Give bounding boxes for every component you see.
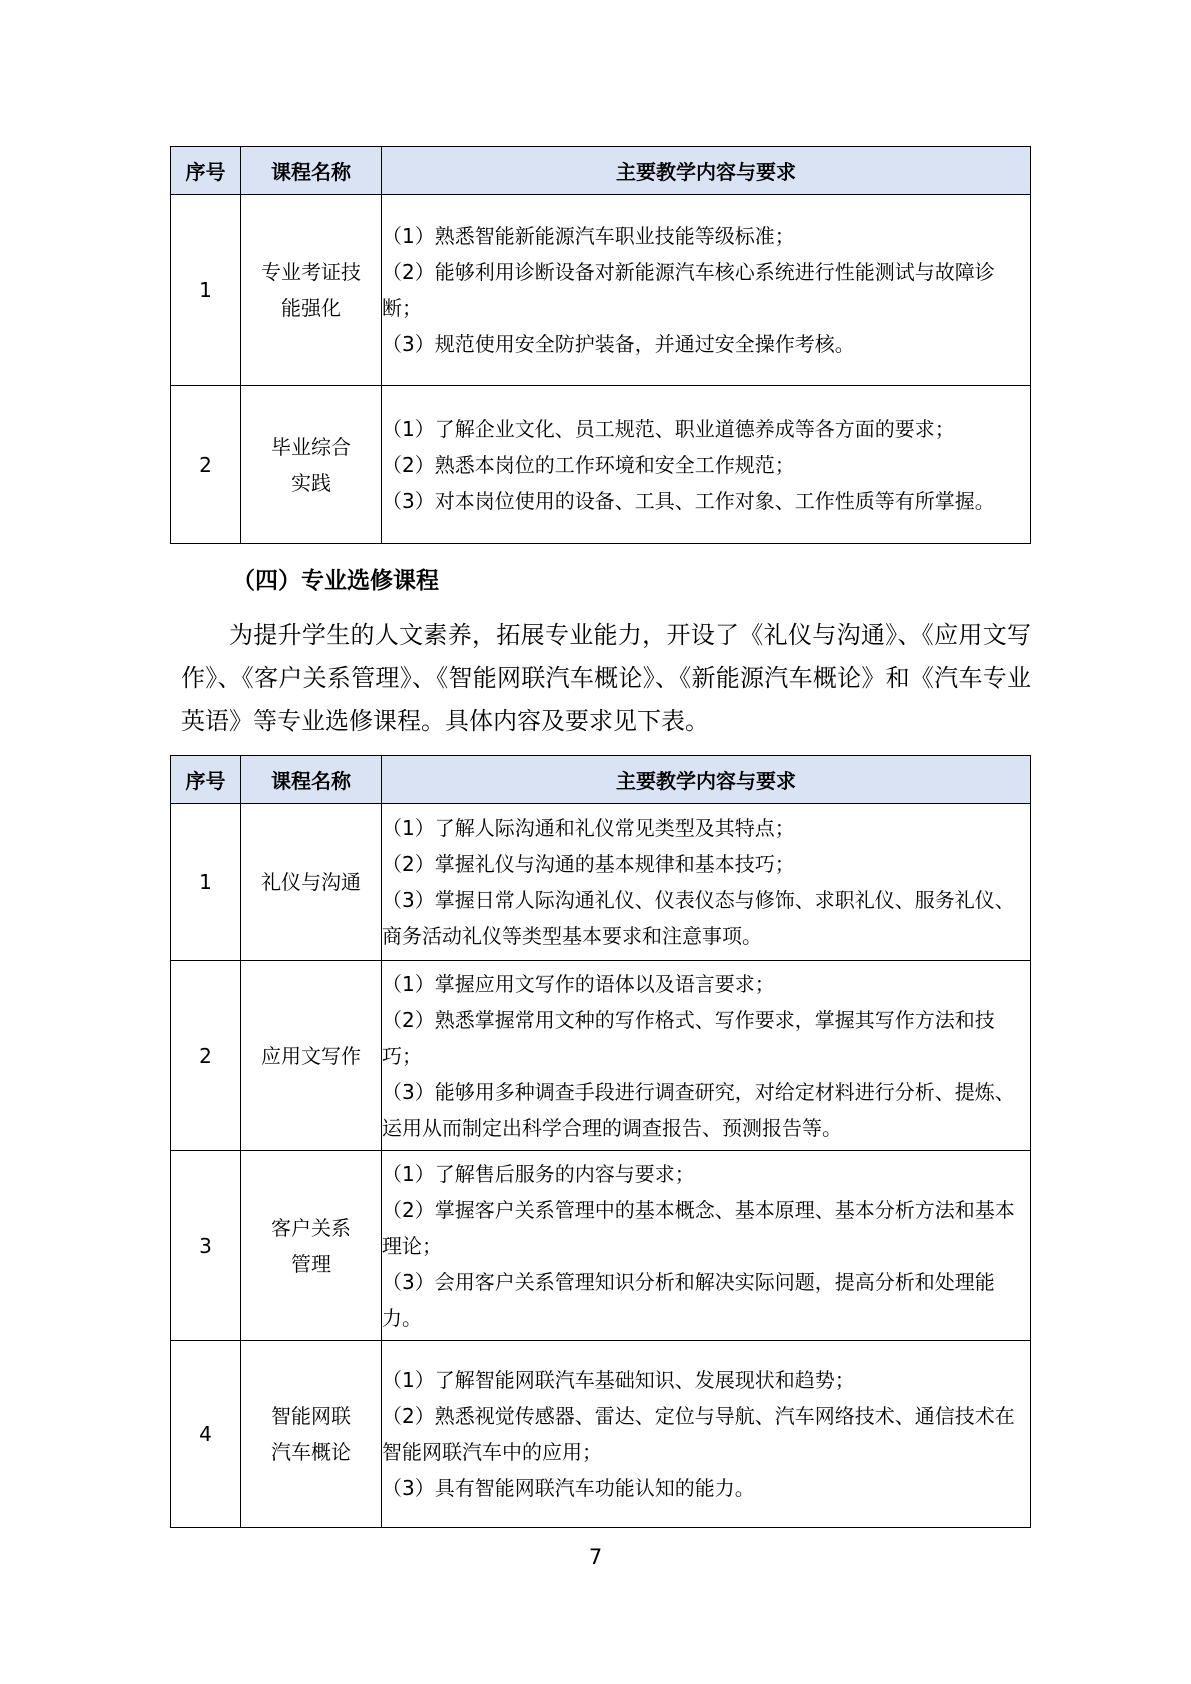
content-item: （1）了解智能网联汽车基础知识、发展现状和趋势；	[382, 1368, 855, 1392]
course-name-line: 管理	[291, 1251, 331, 1276]
course-content	[382, 386, 1031, 544]
table-header-row	[171, 756, 1031, 804]
header-no: 序号	[171, 756, 241, 804]
course-name-line: 礼仪与沟通	[261, 870, 361, 894]
course-name	[241, 804, 382, 961]
course-name-line: 智能网联	[271, 1404, 351, 1428]
row-number: 2	[171, 386, 241, 544]
section-paragraph: 为提升学生的人文素养，拓展专业能力，开设了《礼仪与沟通》、《应用文写作》、《客户关系管理》、《智能网联汽车概论》、《新能源汽车概论》和《汽车专业英语》等专业选修课程。具体内容及要求见下表。	[181, 621, 1031, 735]
course-content	[382, 1341, 1031, 1528]
table-row	[171, 195, 1031, 386]
content-item: （1）了解人际沟通和礼仪常见类型及其特点；	[382, 816, 795, 840]
content-item: （2）熟悉视觉传感器、雷达、定位与导航、汽车网络技术、通信技术在智能网联汽车中的应用；	[382, 1404, 1015, 1464]
content-item: （2）熟悉本岗位的工作环境和安全工作规范；	[382, 452, 795, 477]
course-table-electives	[170, 755, 1031, 1528]
content-item: （1）了解企业文化、员工规范、职业道德养成等各方面的要求；	[382, 416, 955, 441]
content-item: （2）能够利用诊断设备对新能源汽车核心系统进行性能测试与故障诊断；	[382, 260, 995, 320]
content-item: （2）掌握客户关系管理中的基本概念、基本原理、基本分析方法和基本理论；	[382, 1197, 1015, 1258]
course-content	[382, 961, 1031, 1151]
header-content: 主要教学内容与要求	[382, 756, 1031, 804]
section-heading: （四）专业选修课程	[232, 568, 439, 594]
row-number: 3	[171, 1151, 241, 1341]
course-name-line: 实践	[291, 470, 331, 495]
content-item: （3）对本岗位使用的设备、工具、工作对象、工作性质等有所掌握。	[382, 488, 995, 513]
table-row	[171, 961, 1031, 1151]
content-item: （2）掌握礼仪与沟通的基本规律和基本技巧；	[382, 852, 795, 876]
header-no: 序号	[171, 147, 241, 195]
content-item: （1）掌握应用文写作的语体以及语言要求；	[382, 971, 775, 996]
course-content	[382, 1151, 1031, 1341]
course-name	[241, 195, 382, 386]
course-name-line: 应用文写作	[261, 1043, 361, 1068]
header-course-name: 课程名称	[241, 756, 382, 804]
course-name	[241, 1341, 382, 1528]
page-number: 7	[588, 1545, 603, 1569]
row-number: 1	[171, 804, 241, 961]
course-name-line: 专业考证技	[261, 260, 361, 284]
course-name-line: 汽车概论	[271, 1440, 351, 1464]
row-number: 1	[171, 195, 241, 386]
row-number: 4	[171, 1341, 241, 1528]
content-item: （3）能够用多种调查手段进行调查研究，对给定材料进行分析、提炼、运用从而制定出科学合理的调查报告、预测报告等。	[382, 1079, 1015, 1140]
course-name	[241, 1151, 382, 1341]
course-content	[382, 195, 1031, 386]
table-header-row	[171, 147, 1031, 195]
header-content: 主要教学内容与要求	[382, 147, 1031, 195]
course-name-line: 客户关系	[271, 1215, 351, 1240]
course-table-core	[170, 146, 1031, 544]
content-item: （3）规范使用安全防护装备，并通过安全操作考核。	[382, 332, 855, 356]
header-course-name: 课程名称	[241, 147, 382, 195]
table-row	[171, 804, 1031, 961]
content-item: （3）具有智能网联汽车功能认知的能力。	[382, 1476, 755, 1500]
content-item: （3）会用客户关系管理知识分析和解决实际问题，提高分析和处理能力。	[382, 1269, 995, 1330]
table-row	[171, 1341, 1031, 1528]
content-item: （2）熟悉掌握常用文种的写作格式、写作要求，掌握其写作方法和技巧；	[382, 1007, 995, 1068]
course-name-line: 毕业综合	[271, 434, 351, 459]
content-item: （3）掌握日常人际沟通礼仪、仪表仪态与修饰、求职礼仪、服务礼仪、商务活动礼仪等类型基本要求和注意事项。	[382, 888, 1015, 948]
row-number: 2	[171, 961, 241, 1151]
course-name	[241, 386, 382, 544]
content-item: （1）熟悉智能新能源汽车职业技能等级标准；	[382, 224, 795, 248]
content-item: （1）了解售后服务的内容与要求；	[382, 1161, 695, 1186]
table-row	[171, 386, 1031, 544]
course-content	[382, 804, 1031, 961]
table-row	[171, 1151, 1031, 1341]
course-name-line: 能强化	[281, 296, 341, 320]
course-name	[241, 961, 382, 1151]
